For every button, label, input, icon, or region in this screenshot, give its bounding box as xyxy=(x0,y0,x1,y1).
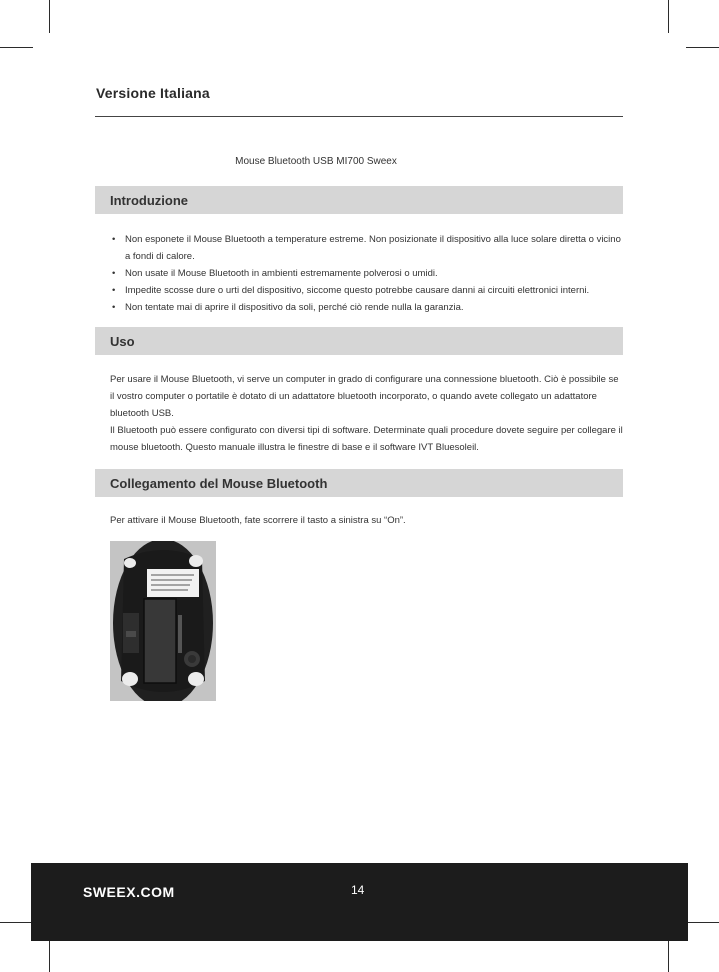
uso-paragraph: Per usare il Mouse Bluetooth, vi serve un computer in grado di configurare una connessione bluetooth. Ciò è possibile se il vostro computer o portatile è dotato di un adattatore bluetooth incorporato, o quando avete collegato un adattatore bluetooth USB. xyxy=(110,374,619,419)
crop-mark xyxy=(0,47,33,48)
list-item: • Non esponete il Mouse Bluetooth a temperature estreme. Non posizionate il dispositivo alla luce solare diretta o vicino a fondi di calore. xyxy=(110,231,623,265)
list-item: • Impedite scosse dure o urti del dispositivo, siccome questo potrebbe causare danni ai circuiti elettronici interni. xyxy=(110,282,623,299)
crop-mark xyxy=(49,939,50,972)
section-title: Uso xyxy=(110,334,135,349)
brand-link[interactable]: SWEEX.COM xyxy=(83,884,175,900)
footer-bar xyxy=(31,863,688,941)
section-header-uso xyxy=(95,327,623,355)
introduzione-bullet-list xyxy=(110,231,623,316)
collegamento-paragraph: Per attivare il Mouse Bluetooth, fate scorrere il tasto a sinistra su “On”. xyxy=(110,515,406,526)
section-title: Collegamento del Mouse Bluetooth xyxy=(110,476,328,491)
section-header-collegamento xyxy=(95,469,623,497)
crop-mark xyxy=(0,922,33,923)
page-number: 14 xyxy=(351,883,365,897)
crop-mark xyxy=(668,0,669,33)
crop-mark xyxy=(668,939,669,972)
language-title: Versione Italiana xyxy=(96,85,210,101)
section-title: Introduzione xyxy=(110,193,188,208)
uso-paragraph: Il Bluetooth può essere configurato con diversi tipi di software. Determinate quali procedure dovete seguire per collegare il mouse bluetooth. Questo manuale illustra le finestre di base e il software IVT Bluesoleil. xyxy=(110,425,623,453)
list-item: • Non tentate mai di aprire il dispositivo da soli, perché ciò rende nulla la garanzia. xyxy=(110,299,623,316)
crop-mark xyxy=(49,0,50,33)
mouse-underside-photo xyxy=(110,541,216,701)
list-item: • Non usate il Mouse Bluetooth in ambienti estremamente polverosi o umidi. xyxy=(110,265,623,282)
crop-mark xyxy=(686,47,719,48)
crop-mark xyxy=(686,922,719,923)
document-subtitle: Mouse Bluetooth USB MI700 Sweex xyxy=(235,156,397,167)
header-divider xyxy=(95,116,623,117)
section-header-introduzione xyxy=(95,186,623,214)
